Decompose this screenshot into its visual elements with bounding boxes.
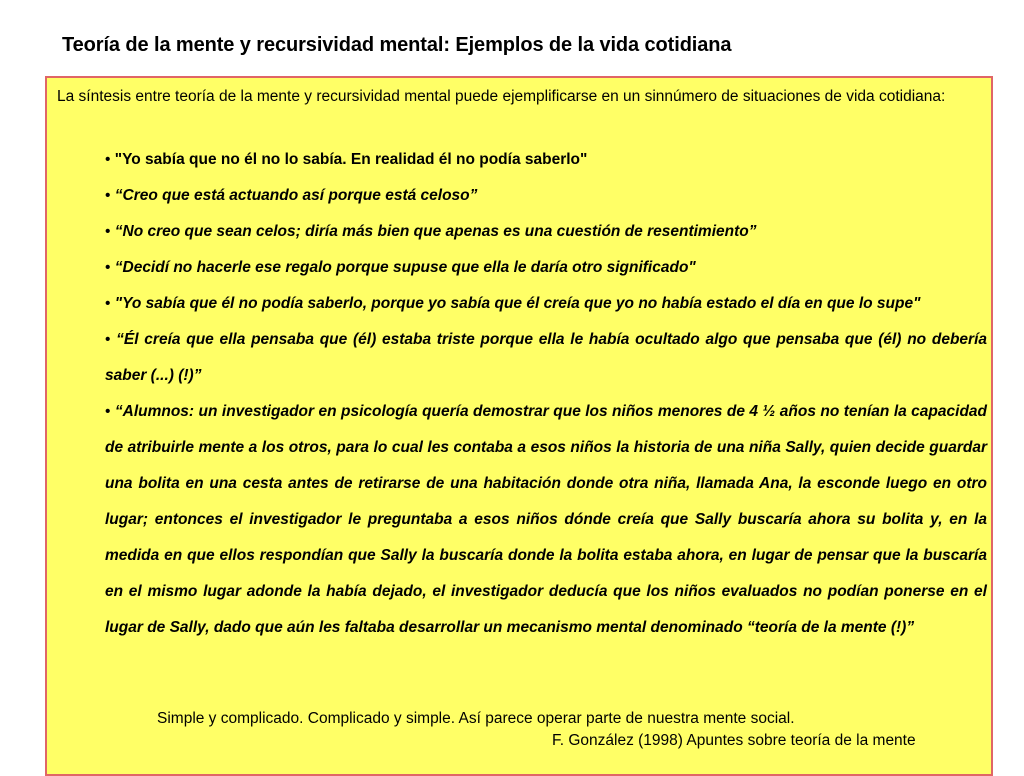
- quote-text: "Yo sabía que él no podía saberlo, porque yo sabía que él creía que yo no había estado el día en que lo supe": [114, 295, 921, 312]
- bullet-icon: •: [105, 223, 111, 240]
- quote-text: "Yo sabía que no él no lo sabía. En realidad él no podía saberlo": [114, 151, 588, 168]
- quote-item: [105, 178, 987, 214]
- slide-title: Teoría de la mente y recursividad mental: Ejemplos de la vida cotidiana: [62, 34, 732, 56]
- quote-text: “No creo que sean celos; diría más bien que apenas es una cuestión de resentimiento”: [114, 223, 757, 240]
- quote-item: [105, 250, 987, 286]
- bullet-icon: •: [105, 295, 111, 312]
- quote-text: “Decidí no hacerle ese regalo porque supuse que ella le daría otro significado": [114, 259, 696, 276]
- quote-text: “Él creía que ella pensaba que (él) estaba triste porque ella le había ocultado algo que pensaba que (él) no debería saber (...) (!)”: [105, 331, 987, 384]
- content-box: [45, 76, 993, 776]
- quote-item: [105, 322, 987, 394]
- quote-item: [105, 214, 987, 250]
- bullet-icon: •: [105, 403, 111, 420]
- quote-list: [105, 142, 987, 646]
- bullet-icon: •: [105, 331, 111, 348]
- citation: F. González (1998) Apuntes sobre teoría de la mente: [552, 732, 916, 749]
- bullet-icon: •: [105, 187, 111, 204]
- quote-item: [105, 394, 987, 646]
- quote-text: “Creo que está actuando así porque está celoso”: [114, 187, 478, 204]
- closing-line: Simple y complicado. Complicado y simple. Así parece operar parte de nuestra mente social.: [157, 710, 795, 727]
- bullet-icon: •: [105, 151, 111, 168]
- bullet-icon: •: [105, 259, 111, 276]
- quote-item: [105, 142, 987, 178]
- intro-paragraph: La síntesis entre teoría de la mente y recursividad mental puede ejemplificarse en un sinnúmero de situaciones de vida cotidiana:: [57, 88, 946, 105]
- quote-item: [105, 286, 987, 322]
- quote-text: “Alumnos: un investigador en psicología quería demostrar que los niños menores de 4 ½ años no tenían la capacidad de atribuirle mente a los otros, para lo cual les contaba a esos niños la historia de una niña Sally, quien decide guardar una bolita en una cesta antes de retirarse de una habitación donde otra niña, llamada Ana, la esconde luego en otro lugar; entonces el investigador le preguntaba a esos niños dónde creía que Sally buscaría ahora su bolita y, en la medida en que ellos respondían que Sally la buscaría donde la bolita estaba ahora, en lugar de pensar que la buscaría en el mismo lugar adonde la había dejado, el investigador deducía que los niños evaluados no podían ponerse en el lugar de Sally, dado que aún les faltaba desarrollar un mecanismo mental denominado “teoría de la mente (!)”: [105, 403, 987, 636]
